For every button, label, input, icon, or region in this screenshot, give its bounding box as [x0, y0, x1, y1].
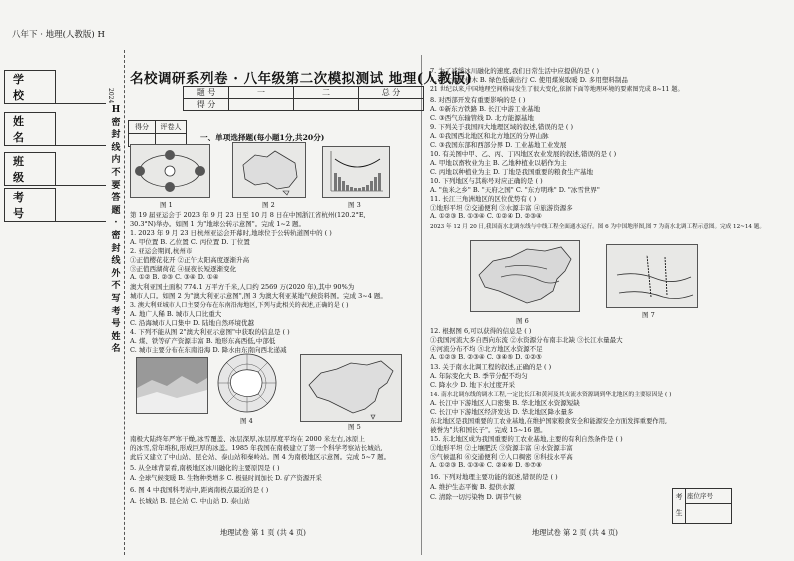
name-field[interactable]: [54, 112, 106, 146]
question-13: 13. 关于南水北调工程的叙述,正确的是 ( ): [430, 363, 552, 371]
question-16: 16. 下列对地理主要功能的叙述,错误的是 ( ): [430, 473, 558, 481]
grader-name-label: 评卷人: [156, 121, 187, 134]
score-row-label: 得 分: [184, 99, 229, 111]
question-7-options[interactable]: A. 加大砍伐树木 B. 绿色低碳出行 C. 使用煤炭取暖 D. 多用塑料制品: [430, 76, 628, 84]
passage-line: 30.3°N)举办。如图 1 为"地球公转示意图"。完成 1~2 题。: [130, 220, 306, 228]
question-13-options[interactable]: A. 年际变化大 B. 季节分配不均匀: [430, 372, 528, 380]
name-label: 姓 名: [4, 112, 56, 146]
question-10: 10. 有关图中甲、乙、丙、丁四地区农业发展的叙述,错误的是 ( ): [430, 150, 617, 158]
question-2-options[interactable]: A. ①② B. ②③ C. ③④ D. ①④: [130, 273, 219, 281]
footer-page-2: 地理试卷 第 2 页 (共 4 页): [532, 528, 618, 537]
question-15-statements: ①地形平坦 ②土壤肥沃 ③资源丰富 ④水资源丰富: [430, 444, 573, 452]
fig6-caption: 图 6: [516, 317, 529, 325]
question-12-options[interactable]: A. ①②③ B. ②③④ C. ③④⑤ D. ①②⑤: [430, 353, 542, 361]
score-cell[interactable]: [359, 99, 424, 111]
question-12: 12. 根据图 6,可以获得的信息是 ( ): [430, 327, 532, 335]
question-8: 8. 对西部开发有重要影响的是 ( ): [430, 96, 526, 104]
passage-line: 城市人口。如图 2 为"澳大利亚示意图",图 3 为澳大利亚某地气候资料图。完成 3~4 题。: [130, 292, 387, 300]
question-14-options[interactable]: C. 长江中下游地区经济发达 D. 华北地区降水量多: [430, 408, 574, 416]
passage-line: 南极大陆终年严寒干燥,冰雪覆盖、冰层深厚,冰层厚度平均在 2000 米左右,冰原上: [130, 435, 365, 443]
class-label: 班 级: [4, 152, 56, 186]
fig2-caption: 图 2: [262, 201, 275, 209]
question-3-options[interactable]: A. 地广人稀 B. 城市人口比重大: [130, 310, 222, 318]
figure-australia-map: [232, 142, 306, 198]
question-11-statements: ①地形平坦 ②交通便利 ③水源丰富 ④旅游资源多: [430, 204, 573, 212]
figure-ice-photo: [136, 357, 208, 414]
score-cell[interactable]: [294, 99, 359, 111]
question-9-options[interactable]: A. ①我国西北地区和北方地区的分界山脉: [430, 132, 549, 140]
score-header-cell: 题 号: [184, 87, 229, 99]
question-5: 5. 从全球背景看,南极地区冰川融化的主要原因是 ( ): [130, 464, 280, 472]
fig5-caption: 图 5: [348, 423, 361, 431]
question-2-statements: ①正值樱花花开 ②正午太阳高度逐渐升高: [130, 256, 250, 264]
question-2: 2. 亚运会期间,杭州市: [130, 247, 193, 255]
question-12-statements: ④河流分布不均 ⑤北方地区水资源不足: [430, 345, 543, 353]
question-6: 6. 图 4 中我国科考站中,距离南极点最近的是 ( ): [130, 486, 269, 494]
question-10b: 10. 下列地区与其称号对应正确的是 ( ): [430, 177, 543, 185]
question-8-options[interactable]: A. ①新东方铁路 B. 长江中游工业基地: [430, 105, 541, 113]
exam-no-field[interactable]: [54, 188, 106, 222]
question-11-options[interactable]: A. ①②③ B. ①③④ C. ①②④ D. ②③④: [430, 212, 542, 220]
figure-orbit: [130, 144, 210, 198]
seal-line-notice: H密封线内不要答题·密封线外不写考号姓名: [111, 105, 121, 355]
score-table: [183, 86, 424, 111]
footer-page-1: 地理试卷 第 1 页 (共 4 页): [220, 528, 306, 537]
score-header-cell: 二: [294, 87, 359, 99]
figure-antarctica-map: [212, 352, 282, 414]
year-mark: 2024: [107, 88, 114, 104]
exam-no-label: 考 号: [4, 188, 56, 222]
figure-china-terrain: [470, 240, 580, 312]
passage-line: 2023 年 12 月 20 日,我国南水北调东线与中线工程全面通水运行。图 6 为中国地形图,图 7 为南水北调工程示意图。完成 12~14 题。: [430, 224, 765, 230]
question-6-options[interactable]: A. 长城站 B. 昆仑站 C. 中山站 D. 泰山站: [130, 497, 250, 505]
passage-line: 的冰雪,常年堆积,形成巨厚的冰盖。1985 年我国在南极建立了第一个科学考察站长城站,: [130, 444, 383, 452]
question-16-options[interactable]: A. 维护生态平衡 B. 提供水源: [430, 483, 515, 491]
question-4: 4. 下列不能从图 2"澳大利亚示意图"中获取的信息是 ( ): [130, 328, 290, 336]
score-header-cell: 总 分: [359, 87, 424, 99]
passage-line: 第 19 届亚运会于 2023 年 9 月 23 日至 10 月 8 日在中国浙江省杭州(120.2°E,: [130, 211, 366, 219]
question-3: 3. 澳大利亚城市人口主要分布在东南沿海地区,下列与此相关的表述,正确的是 ( ): [130, 302, 349, 309]
score-cell[interactable]: [229, 99, 294, 111]
grade-line: 八年下 · 地理(人教版) H: [12, 30, 105, 40]
figure-water-diversion: [606, 244, 698, 308]
exam-title: 名校调研系列卷 · 八年级第二次模拟测试 地理(人教版): [130, 71, 473, 87]
seal-line: [124, 50, 125, 555]
question-14: 14. 南水北调东线的调水工程,一定比长江和黄河及其支流水资源调到华北地区的主要原因是 ( ): [430, 392, 672, 398]
question-12-statements: ①我国河流大多自西向东流 ②水资源分布南丰北缺 ③长江水量最大: [430, 336, 623, 344]
school-label: 学 校: [4, 70, 56, 104]
seat-number-box: [672, 488, 732, 524]
figure-climate-chart: [322, 146, 390, 198]
question-10-options[interactable]: A. 甲地以畜牧业为主 B. 乙地种植业以稻作为主: [430, 159, 567, 167]
seat-label-examinee: 考生: [673, 489, 686, 523]
question-10-options[interactable]: C. 丙地以种植业为主 D. 丁地是我国重要的粮食生产基地: [430, 168, 594, 176]
passage-line: 澳大利亚国土面积 774.1 万平方千米,人口约 2569 万(2020 年),其中 90%为: [130, 283, 355, 291]
seat-label-number: 座位序号: [687, 492, 713, 500]
question-9-options[interactable]: C. ③我国东部和西部分界 D. 工业基地工业发展: [430, 141, 567, 149]
question-11: 11. 长江三角洲地区的区位优势有 ( ): [430, 195, 537, 203]
question-10b-options[interactable]: A. "鱼米之乡" B. "天府之国" C. "东方明珠" D. "冰雪世界": [430, 186, 600, 194]
fig4-caption: 图 4: [240, 417, 253, 425]
question-3-options[interactable]: C. 沿海城市人口集中 D. 陆地自然环境优越: [130, 319, 255, 327]
question-1-options[interactable]: A. 甲位置 B. 乙位置 C. 丙位置 D. 丁位置: [130, 238, 250, 246]
question-1: 1. 2023 年 9 月 23 日杭州亚运会开幕时,地球位于公转轨道图中的 ( ): [130, 229, 332, 237]
question-8-options[interactable]: C. ③西气东输管线 D. 北方能源基地: [430, 114, 534, 122]
question-16-options[interactable]: C. 清除一切污染物 D. 调节气候: [430, 493, 522, 501]
figure-china-map: [300, 354, 402, 422]
question-15-options[interactable]: A. ①②③ B. ①③④ C. ②④⑥ D. ⑤⑦⑧: [430, 461, 542, 469]
question-2-statements: ③正值西湖荷花 ④昼夜长短逐渐变化: [130, 265, 237, 273]
score-header-cell: 一: [229, 87, 294, 99]
page-divider: [421, 55, 422, 555]
question-5-options[interactable]: A. 全球气候变暖 B. 生物种类增多 C. 极昼时间加长 D. 矿产资源开采: [130, 475, 322, 482]
grader-score-label: 得分: [129, 121, 156, 134]
question-15: 15. 东北地区成为我国重要的工农业基地,主要的有利自然条件是 ( ): [430, 435, 623, 443]
question-4-options[interactable]: C. 城市主要分布在东南沿海 D. 降水由东南向西北递减: [130, 346, 287, 354]
passage-line: 东北地区是我国重要的工农业基地,在维护国家粮食安全和能源安全方面发挥重要作用,: [430, 418, 667, 425]
seat-number-field[interactable]: [685, 503, 731, 524]
question-9: 9. 下列关于我国四大地理区域的叙述,错误的是 ( ): [430, 123, 574, 131]
question-7: 7. 为了减缓冰川融化的速度,我们日常生活中应提倡的是 ( ): [430, 67, 600, 75]
passage-line: 21 世纪以来,中国地理空间格局发生了很大变化,依据下面等地理环境的要素图完成 8~11 题。: [430, 86, 684, 93]
section-heading: 一、单项选择题(每小题1分,共20分): [200, 133, 325, 142]
passage-line: 被誉为"共和国长子"。完成 15~16 题。: [430, 426, 547, 434]
question-13-options[interactable]: C. 降水少 D. 地下水过度开采: [430, 381, 516, 389]
passage-line: 此后又建立了中山站、昆仑站、泰山站和秦岭站。图 4 为南极地区示意图。完成 5~7 题。: [130, 453, 391, 461]
fig3-caption: 图 3: [348, 201, 361, 209]
question-15-statements: ⑤气候温和 ⑥交通便利 ⑦人口稠密 ⑧科技水平高: [430, 453, 573, 461]
grader-box: [128, 120, 187, 147]
school-field[interactable]: [54, 70, 106, 104]
question-14-options[interactable]: A. 长江中下游地区人口密集 B. 华北地区水资源短缺: [430, 399, 580, 407]
fig1-caption: 图 1: [160, 201, 173, 209]
question-4-options[interactable]: A. 煤、铁等矿产资源丰富 B. 地形东高西低,中部低: [130, 337, 276, 345]
class-field[interactable]: [54, 152, 106, 186]
fig7-caption: 图 7: [642, 311, 655, 319]
